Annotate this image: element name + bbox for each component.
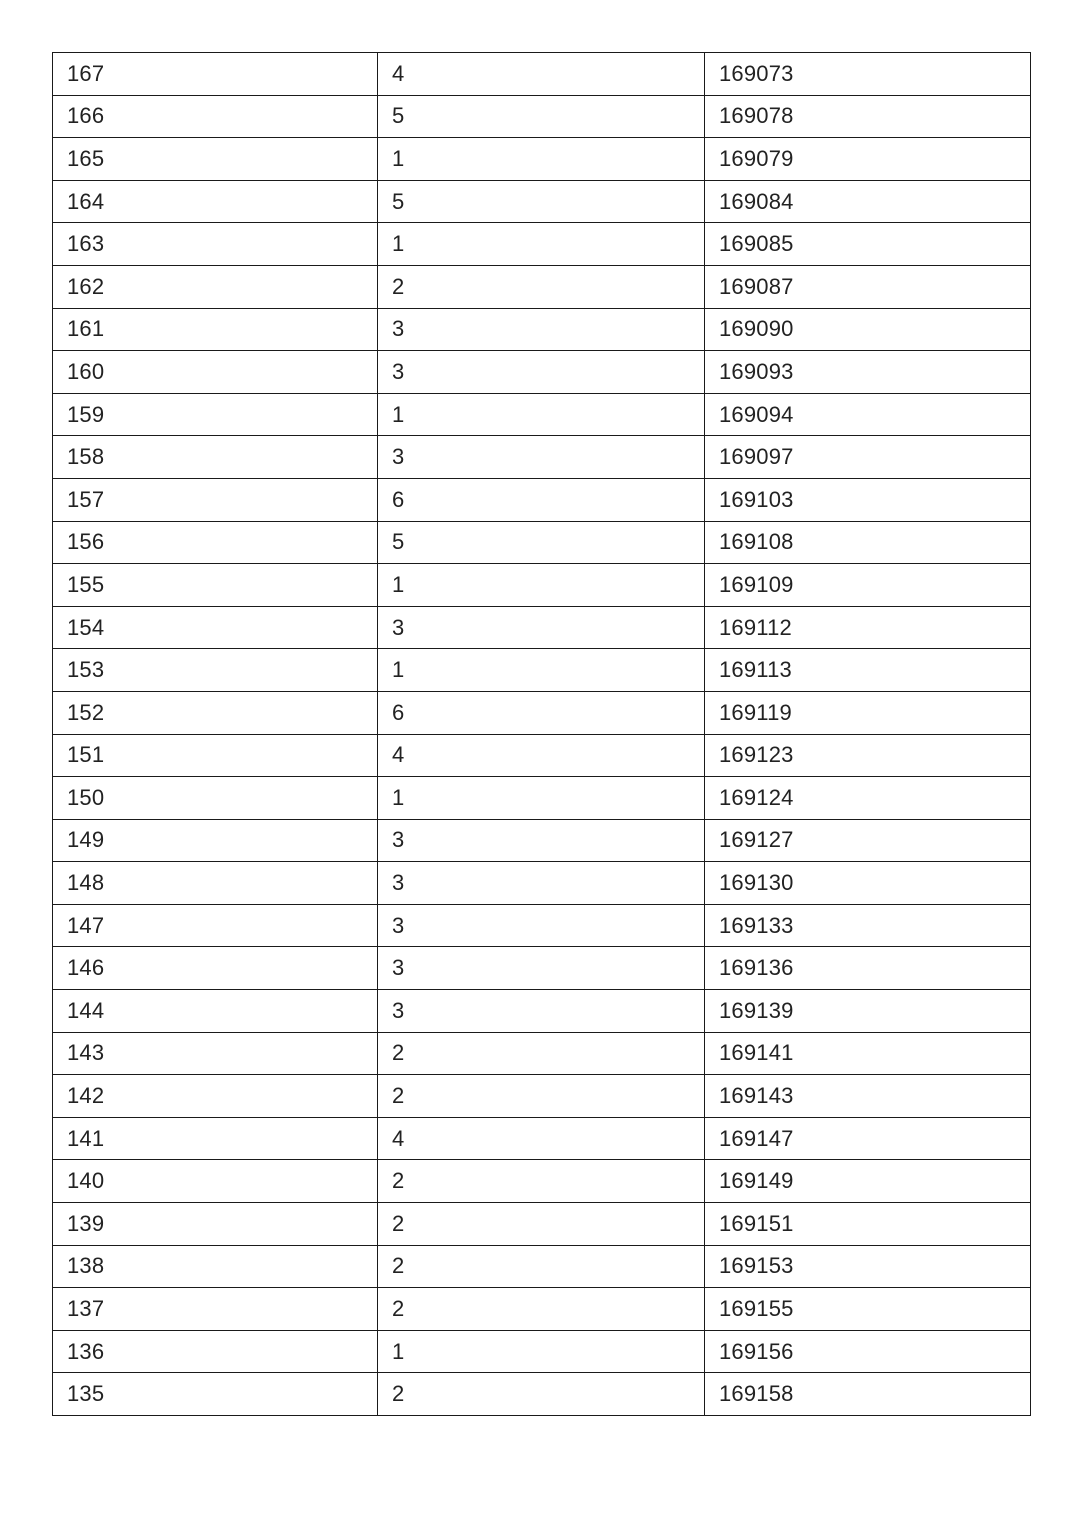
table-row [53,819,1031,862]
cumulative-cell: 169103 [705,478,1031,521]
table-row [53,1245,1031,1288]
score-cell: 142 [53,1075,378,1118]
count-cell: 3 [378,862,705,905]
score-cell: 165 [53,138,378,181]
count-cell: 4 [378,53,705,96]
document-page [52,52,1030,1416]
count-cell: 5 [378,521,705,564]
count-cell: 1 [378,223,705,266]
table-row [53,53,1031,96]
score-cell: 146 [53,947,378,990]
table-row [53,95,1031,138]
count-cell: 2 [378,1032,705,1075]
cumulative-cell: 169127 [705,819,1031,862]
table-row [53,308,1031,351]
table-row [53,265,1031,308]
count-cell: 3 [378,819,705,862]
cumulative-cell: 169149 [705,1160,1031,1203]
cumulative-cell: 169139 [705,990,1031,1033]
cumulative-cell: 169156 [705,1330,1031,1373]
table-row [53,1288,1031,1331]
table-row [53,393,1031,436]
score-cell: 163 [53,223,378,266]
table-row [53,990,1031,1033]
score-cell: 149 [53,819,378,862]
score-cell: 147 [53,904,378,947]
score-cell: 160 [53,351,378,394]
cumulative-cell: 169119 [705,691,1031,734]
cumulative-cell: 169079 [705,138,1031,181]
score-cell: 136 [53,1330,378,1373]
cumulative-cell: 169108 [705,521,1031,564]
score-cell: 153 [53,649,378,692]
score-cell: 157 [53,478,378,521]
cumulative-cell: 169124 [705,777,1031,820]
count-cell: 2 [378,1160,705,1203]
score-cell: 167 [53,53,378,96]
count-cell: 5 [378,95,705,138]
table-row [53,564,1031,607]
table-row [53,1032,1031,1075]
table-row [53,734,1031,777]
table-row [53,223,1031,266]
count-cell: 1 [378,138,705,181]
score-cell: 158 [53,436,378,479]
score-cell: 159 [53,393,378,436]
cumulative-cell: 169093 [705,351,1031,394]
table-row [53,691,1031,734]
cumulative-cell: 169084 [705,180,1031,223]
table-row [53,1117,1031,1160]
score-cell: 143 [53,1032,378,1075]
table-row [53,649,1031,692]
cumulative-cell: 169158 [705,1373,1031,1416]
score-cell: 162 [53,265,378,308]
table-row [53,1160,1031,1203]
score-cell: 155 [53,564,378,607]
table-row [53,1203,1031,1246]
cumulative-cell: 169153 [705,1245,1031,1288]
table-row [53,180,1031,223]
score-cell: 164 [53,180,378,223]
count-cell: 6 [378,478,705,521]
score-cell: 150 [53,777,378,820]
table-row [53,606,1031,649]
count-cell: 4 [378,734,705,777]
table-row [53,862,1031,905]
cumulative-cell: 169094 [705,393,1031,436]
table-row [53,436,1031,479]
count-cell: 3 [378,606,705,649]
score-cell: 156 [53,521,378,564]
table-row [53,947,1031,990]
count-cell: 2 [378,265,705,308]
count-cell: 5 [378,180,705,223]
cumulative-cell: 169090 [705,308,1031,351]
table-row [53,478,1031,521]
count-cell: 1 [378,1330,705,1373]
cumulative-cell: 169130 [705,862,1031,905]
score-cell: 166 [53,95,378,138]
cumulative-cell: 169151 [705,1203,1031,1246]
table-body [53,53,1031,1416]
score-cell: 141 [53,1117,378,1160]
score-cell: 151 [53,734,378,777]
count-cell: 3 [378,308,705,351]
cumulative-cell: 169147 [705,1117,1031,1160]
count-cell: 2 [378,1373,705,1416]
count-cell: 2 [378,1075,705,1118]
cumulative-cell: 169141 [705,1032,1031,1075]
table-row [53,1075,1031,1118]
count-cell: 1 [378,564,705,607]
count-cell: 1 [378,393,705,436]
count-cell: 3 [378,947,705,990]
table-row [53,1373,1031,1416]
table-row [53,904,1031,947]
count-cell: 3 [378,904,705,947]
cumulative-cell: 169097 [705,436,1031,479]
score-cell: 137 [53,1288,378,1331]
cumulative-cell: 169087 [705,265,1031,308]
score-cell: 148 [53,862,378,905]
cumulative-cell: 169112 [705,606,1031,649]
count-cell: 3 [378,351,705,394]
score-cell: 140 [53,1160,378,1203]
table-row [53,138,1031,181]
count-cell: 6 [378,691,705,734]
table-row [53,1330,1031,1373]
cumulative-cell: 169123 [705,734,1031,777]
cumulative-cell: 169085 [705,223,1031,266]
count-cell: 1 [378,649,705,692]
count-cell: 3 [378,990,705,1033]
cumulative-cell: 169143 [705,1075,1031,1118]
cumulative-cell: 169155 [705,1288,1031,1331]
count-cell: 4 [378,1117,705,1160]
score-cell: 161 [53,308,378,351]
count-cell: 2 [378,1203,705,1246]
table-row [53,777,1031,820]
cumulative-cell: 169078 [705,95,1031,138]
score-cell: 139 [53,1203,378,1246]
cumulative-cell: 169136 [705,947,1031,990]
score-cell: 138 [53,1245,378,1288]
table-row [53,521,1031,564]
cumulative-cell: 169113 [705,649,1031,692]
cumulative-cell: 169109 [705,564,1031,607]
count-cell: 1 [378,777,705,820]
score-cell: 154 [53,606,378,649]
count-cell: 2 [378,1245,705,1288]
data-table [52,52,1031,1416]
cumulative-cell: 169073 [705,53,1031,96]
score-cell: 135 [53,1373,378,1416]
count-cell: 3 [378,436,705,479]
score-cell: 152 [53,691,378,734]
count-cell: 2 [378,1288,705,1331]
table-row [53,351,1031,394]
cumulative-cell: 169133 [705,904,1031,947]
score-cell: 144 [53,990,378,1033]
